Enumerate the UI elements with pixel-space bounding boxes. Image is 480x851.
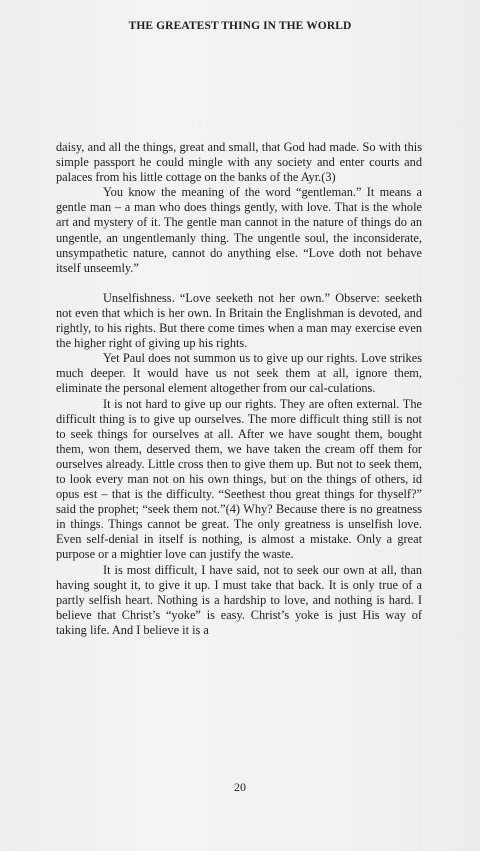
- paragraph: It is most difficult, I have said, not to seek our own at all, than having sought it, to give it up. I must take that back. It is only true of a partly selfish heart. Nothing is a hardship to love, and nothing is hard. I believe that Christ’s “yoke” is easy. Christ’s yoke is just His way of taking life. And I believe it is a: [56, 562, 422, 637]
- running-head: THE GREATEST THING IN THE WORLD: [128, 20, 352, 32]
- paragraph: daisy, and all the things, great and small, that God had made. So with this simple passport he could mingle with any society and enter courts and palaces from his little cottage on the banks of the Ayr.(3): [56, 140, 422, 185]
- paragraph: It is not hard to give up our rights. They are often external. The difficult thing is to give up ourselves. The more difficult thing still is not to seek things for ourselves at all. After we have sought them, bought them, won them, deserved them, we have taken the cream off them for ourselves already. Little cross then to give them up. But not to seek them, to look every man not on his own things, but on the things of others, id opus est – that is the difficulty. “Seethest thou great things for thyself?” said the prophet; “seek them not.”(4) Why? Because there is no greatness in things. Things cannot be great. The only greatness is unselfish love. Even self-denial in itself is nothing, is almost a mistake. Only a great purpose or a mightier love can justify the waste.: [56, 396, 422, 562]
- paragraph: Unselfishness. “Love seeketh not her own.” Observe: seeketh not even that which is her own. In Britain the Englishman is devoted, and rightly, to his rights. But there come times when a man may exercise even the higher right of giving up his rights.: [56, 290, 422, 351]
- page-number: 20: [234, 780, 246, 794]
- paragraph: You know the meaning of the word “gentleman.” It means a gentle man – a man who does things gently, with love. That is the whole art and mystery of it. The gentle man cannot in the nature of things do an ungentle, an ungentlemanly thing. The ungentle soul, the inconsiderate, unsympathetic nature, cannot do anything else. “Love doth not behave itself unseemly.”: [56, 185, 422, 275]
- paragraph: Yet Paul does not summon us to give up our rights. Love strikes much deeper. It would have us not seek them at all, ignore them, eliminate the personal element altogether from our cal-culations.: [56, 351, 422, 396]
- body-text: [56, 140, 422, 638]
